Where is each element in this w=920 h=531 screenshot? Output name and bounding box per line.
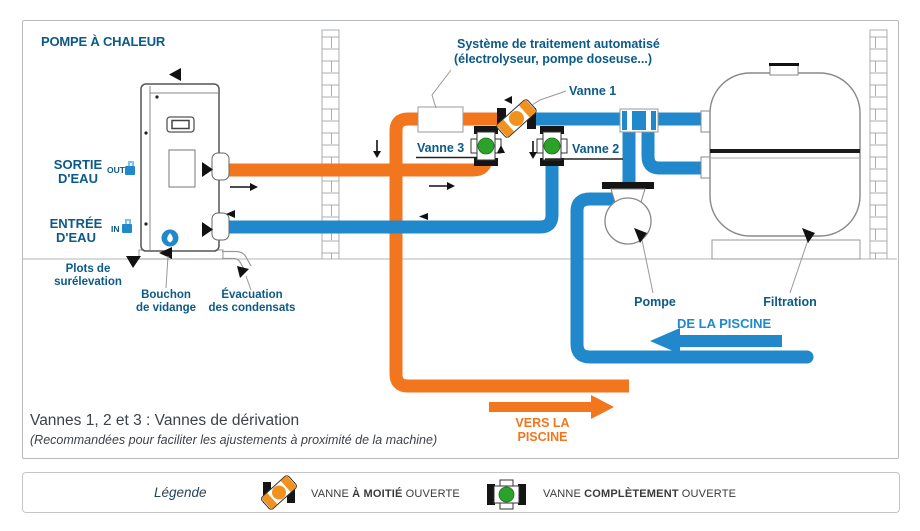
vanne-3-label: Vanne 3 — [417, 141, 465, 155]
half-open-valve-icon — [260, 475, 297, 511]
filter-label: Filtration — [763, 295, 817, 309]
fully-open-valve-icon — [487, 480, 526, 509]
vanne-1-label: Vanne 1 — [569, 84, 617, 98]
filtration-tank — [701, 64, 860, 259]
valve-note-line2: (Recommandées pour faciliter les ajustements à proximité de la machine) — [30, 433, 438, 447]
treatment-label-line2: (électrolyseur, pompe doseuse...) — [454, 52, 652, 66]
top-pointer-arrow — [169, 68, 181, 81]
in-tag: IN — [111, 224, 120, 234]
brick-wall-right — [870, 30, 887, 259]
drain-plug-label: Bouchon de vidange — [135, 289, 197, 314]
treatment-system-box — [418, 107, 463, 132]
out-tag: OUT — [107, 165, 125, 175]
front-panel — [169, 150, 195, 187]
vanne-2-valve — [537, 126, 567, 166]
from-pool-arrow — [650, 328, 782, 354]
vanne-1-valve — [496, 98, 538, 138]
pipe-union — [620, 109, 658, 132]
condensate-pointer-arrow — [237, 266, 249, 278]
pump-label: Pompe — [634, 295, 676, 309]
water-outlet-label: SORTIE D'EAU — [53, 157, 103, 186]
vanne-2-label: Vanne 2 — [572, 142, 620, 156]
vanne-3-valve — [471, 126, 501, 166]
out-icon — [125, 162, 135, 175]
pump-unit — [602, 182, 654, 244]
from-pool-label: DE LA PISCINE — [677, 316, 772, 331]
to-pool-label: VERS LA PISCINE — [515, 416, 570, 444]
page-title: POMPE À CHALEUR — [41, 34, 166, 49]
raising-blocks-label: Plots de surélevation — [54, 263, 122, 288]
legend-title: Légende — [154, 485, 207, 500]
water-inlet-label: ENTRÉE D'EAU — [49, 216, 103, 245]
orange-outlet-pipe — [228, 154, 486, 170]
legend-full-open-label: VANNE COMPLÈTEMENT OUVERTE — [543, 488, 737, 500]
treatment-label-line1: Système de traitement automatisé — [457, 37, 660, 51]
condensate-label: Évacuation des condensats — [208, 289, 296, 314]
in-icon — [122, 220, 132, 233]
legend-half-open-label: VANNE À MOITIÉ OUVERTE — [311, 488, 460, 500]
valve-note-line1: Vannes 1, 2 et 3 : Vannes de dérivation — [30, 412, 300, 429]
